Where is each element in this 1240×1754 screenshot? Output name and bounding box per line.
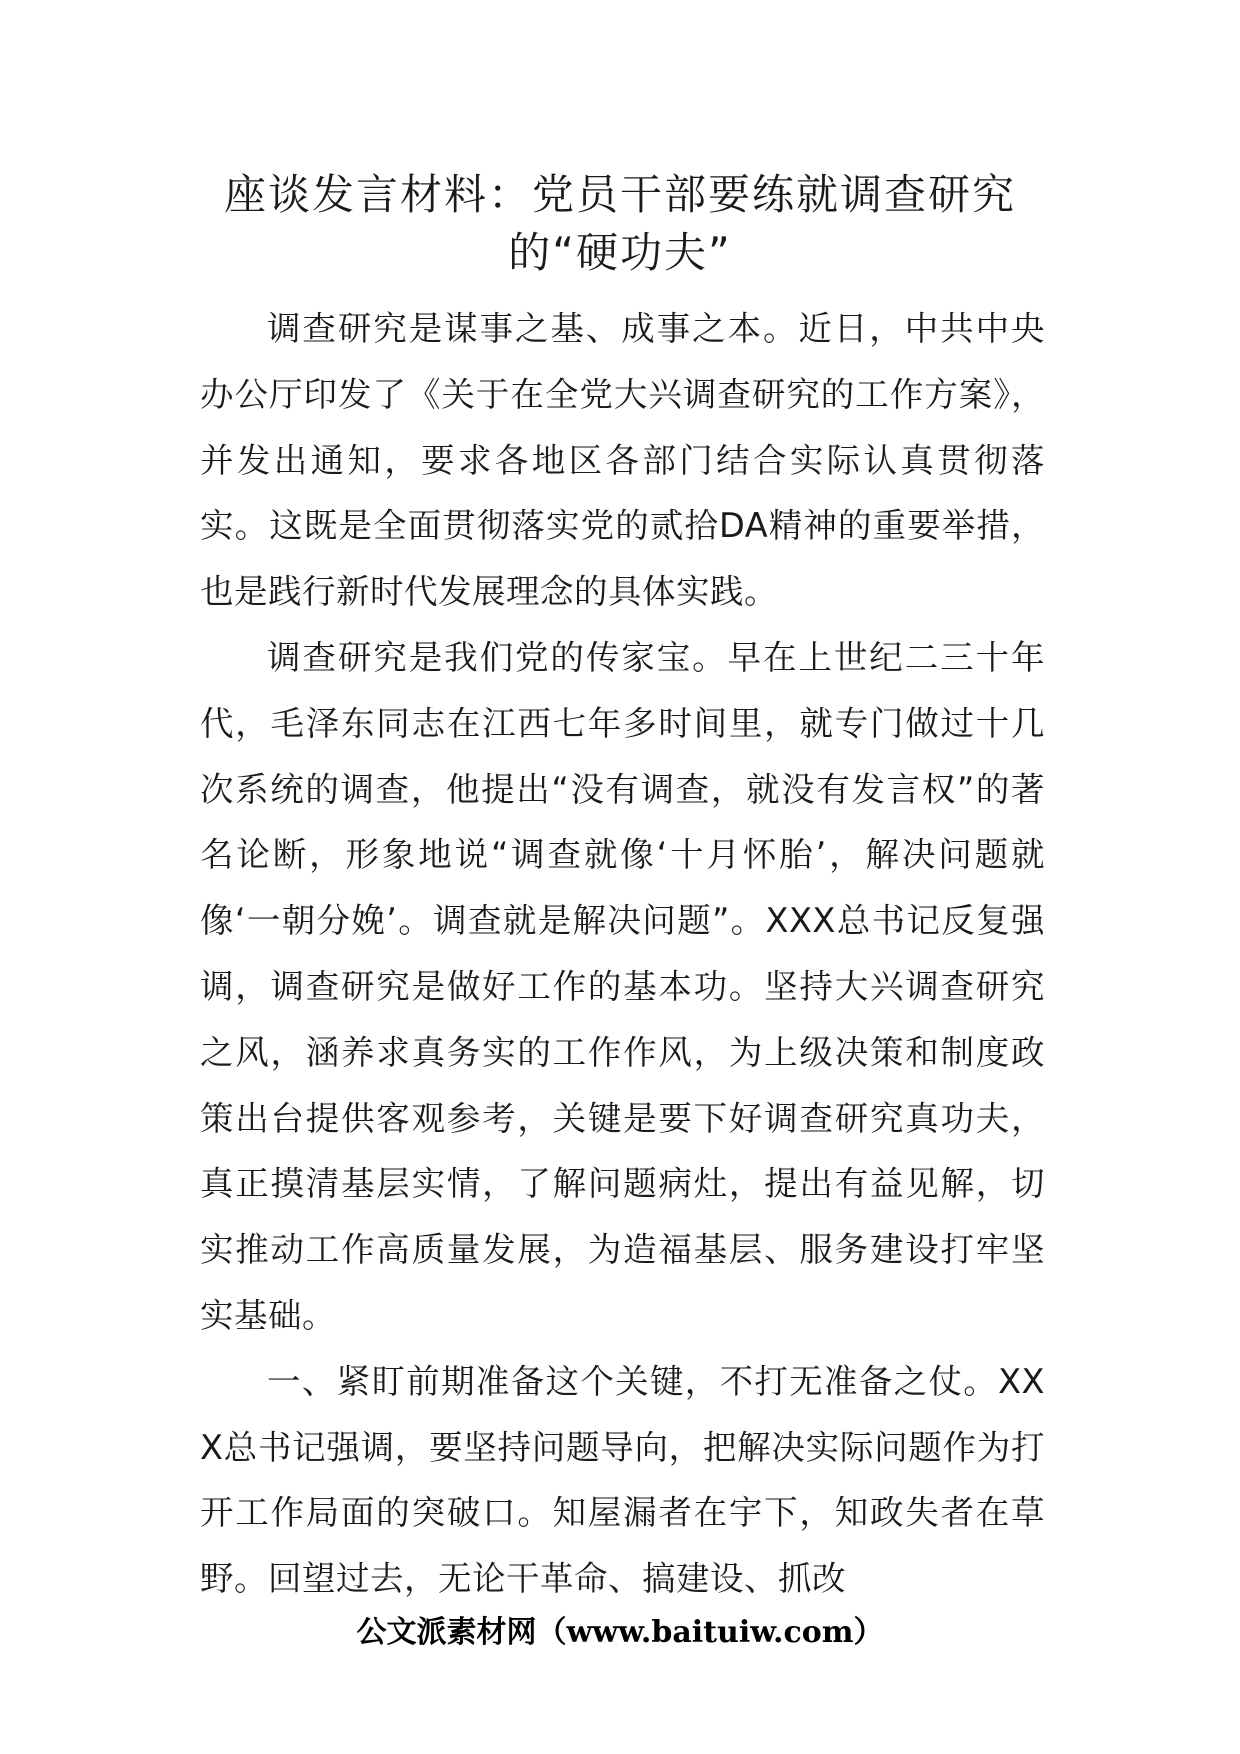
paragraph-2: 调查研究是我们党的传家宝。早在上世纪二三十年代，毛泽东同志在江西七年多时间里，就专门做过十几次系统的调查，他提出“没有调查，就没有发言权”的著名论断，形象地说“调查就像‘十月怀胎’，解决问题就像‘一朝分娩’。调查就是解决问题”。XXX总书记反复强调，调查研究是做好工作的基本功。坚持大兴调查研究之风，涵养求真务实的工作作风，为上级决策和制度政策出台提供客观参考，关键是要下好调查研究真功夫，真正摸清基层实情，了解问题病灶，提出有益见解，切实推动工作高质量发展，为造福基层、服务建设打牢坚实基础。 [200, 637, 1045, 1335]
paragraph-3: 一、紧盯前期准备这个关键，不打无准备之仗。XXX总书记强调，要坚持问题导向，把解决实际问题作为打开工作局面的突破口。知屋漏者在宇下，知政失者在草野。回望过去，无论干革命、搞建设、抓改 [200, 1361, 1045, 1599]
paragraph-1: 调查研究是谋事之基、成事之本。近日，中共中央办公厅印发了《关于在全党大兴调查研究的工作方案》，并发出通知，要求各地区各部门结合实际认真贯彻落实。这既是全面贯彻落实党的贰拾DA精神的重要举措，也是践行新时代发展理念的具体实践。 [200, 309, 1045, 612]
footer-watermark: 公文派素材网（www.baituiw.com） [356, 1615, 884, 1650]
document-body [200, 296, 1045, 1612]
document-title: 座谈发言材料：党员干部要练就调查研究的“硬功夫” [223, 170, 1016, 277]
